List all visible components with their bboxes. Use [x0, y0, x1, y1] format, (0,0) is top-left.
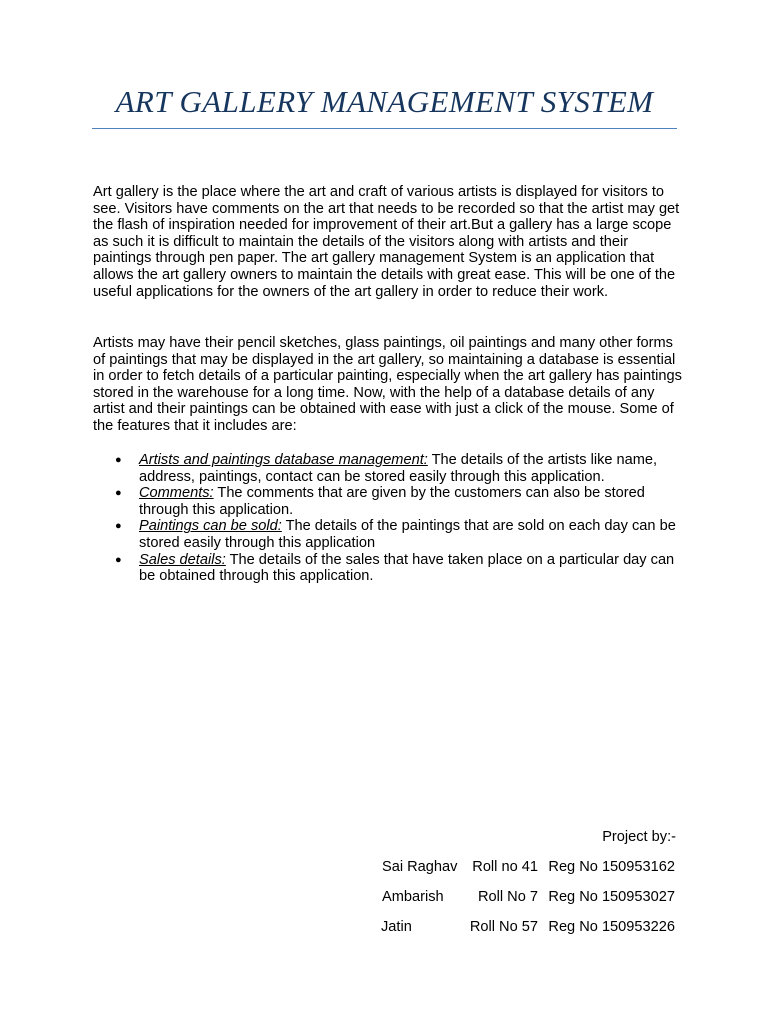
- member-reg: Reg No 150953226: [548, 919, 675, 935]
- feature-text: The comments that are given by the customers can also be stored through this application.: [139, 485, 645, 518]
- feature-text: The details of the paintings that are sold on each day can be stored easily through this application: [139, 518, 676, 551]
- list-item: [93, 452, 683, 485]
- bullet-icon: ●: [115, 520, 122, 533]
- intro-paragraph: Art gallery is the place where the art and craft of various artists is displayed for visitors to see. Visitors have comments on the art that needs to be recorded so that the artist may get the flash of inspiration needed for improvement of their art.But a gallery has a large scope as such it is difficult to maintain the details of the visitors along with artists and their paintings through pen paper. The art gallery management System is an application that allows the art gallery owners to maintain the details with great ease. This will be one of the useful applications for the owners of the art gallery in order to reduce their work.: [93, 184, 680, 300]
- title-divider: [92, 128, 677, 129]
- feature-label: Artists and paintings database management:: [139, 452, 428, 468]
- feature-label: Paintings can be sold:: [139, 518, 282, 535]
- feature-text: The details of the sales that have taken place on a particular day can be obtained through this application.: [139, 551, 675, 585]
- member-name: Ambarish: [382, 889, 444, 905]
- artists-paragraph: Artists may have their pencil sketches, glass paintings, oil paintings and many other forms of paintings that may be displayed in the art gallery, so maintaining a database is essential in order to fetch details of a particular painting, especially when the art gallery has paintings stored in the warehouse for a long time. Now, with the help of a database details of any artist and their paintings can be obtained with ease with just a click of the mouse. Some of the features that it includes are:: [93, 335, 682, 434]
- list-item: [93, 552, 683, 585]
- member-roll: Roll No 7: [477, 889, 538, 905]
- member-roll: Roll no 41: [472, 859, 538, 875]
- bullet-icon: ●: [115, 487, 122, 500]
- features-list: [93, 452, 683, 585]
- member-roll: Roll No 57: [469, 919, 538, 935]
- team-member-row: [0, 919, 768, 939]
- document-title: ART GALLERY MANAGEMENT SYSTEM: [115, 84, 654, 119]
- feature-text: The details of the artists like name, address, paintings, contact can be stored easily through this application.: [139, 452, 658, 485]
- feature-label: Sales details:: [139, 551, 226, 568]
- member-name: Jatin: [381, 919, 412, 935]
- bullet-icon: ●: [115, 454, 122, 466]
- member-name: Sai Raghav: [382, 859, 458, 875]
- project-by-heading: Project by:-: [602, 829, 676, 845]
- team-member-row: [0, 859, 768, 879]
- feature-label: Comments:: [139, 485, 214, 502]
- bullet-icon: ●: [115, 553, 122, 566]
- list-item: [93, 485, 683, 518]
- member-reg: Reg No 150953162: [548, 859, 675, 875]
- list-item: [93, 518, 683, 551]
- member-reg: Reg No 150953027: [548, 889, 675, 905]
- team-member-row: [0, 889, 768, 909]
